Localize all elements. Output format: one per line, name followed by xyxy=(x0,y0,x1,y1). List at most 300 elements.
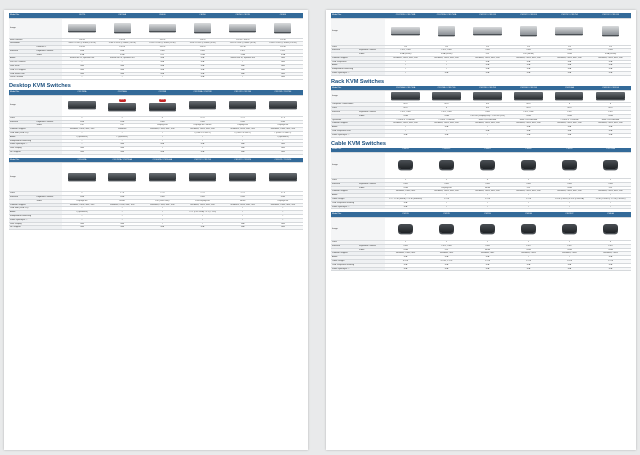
spec-cell: DVI/DisplayPort xyxy=(182,199,222,203)
spec-cell: PS/2 xyxy=(549,244,590,248)
spec-cell: 2 xyxy=(385,240,426,244)
row-label: Ports xyxy=(9,116,62,120)
spec-cell: 2 xyxy=(102,116,142,120)
table-row xyxy=(331,205,631,209)
spec-cell: 8/16 xyxy=(590,107,631,111)
spec-cell: • xyxy=(142,147,182,151)
model-header-cell: CS62U xyxy=(385,148,426,153)
spec-cell: N/A xyxy=(263,150,303,154)
spec-cell: 1.2 / 1.5 m (wired) / 1.8 m (wireless) xyxy=(385,198,426,202)
spec-cell: 150 m xyxy=(182,46,222,50)
spec-cell: N/A xyxy=(508,64,549,68)
spec-cell: 2 / 4 xyxy=(223,192,263,196)
spec-cell: N/A xyxy=(385,256,426,260)
row-label: Platform Support xyxy=(331,122,385,126)
spec-cell: N/A xyxy=(223,150,263,154)
row-label: Video DynaSync™ xyxy=(9,143,62,147)
model-header-cell: CE700A xyxy=(102,13,142,18)
spec-cell: USB xyxy=(102,196,142,200)
product-image xyxy=(274,23,291,32)
product-image-cell xyxy=(263,95,303,116)
spec-cell: Windows, Linux, Mac, Sun xyxy=(142,203,182,207)
row-label: Ports xyxy=(331,107,385,111)
row-sublabel: Keyboard / Mouse xyxy=(35,49,61,53)
spec-cell: N/A xyxy=(549,133,590,137)
row-sublabel: Video xyxy=(35,124,61,128)
spec-cell: Windows, Linux, Mac, Sun xyxy=(182,203,222,207)
row-label: Resolution xyxy=(9,42,62,46)
row-label: USB Peripheral xyxy=(331,60,385,64)
product-image xyxy=(68,101,95,108)
row-sublabel: Distance 1 xyxy=(35,46,61,50)
spec-cell: • xyxy=(102,76,142,80)
model-header-cell: CS692 xyxy=(549,148,590,153)
spec-cell: DVI xyxy=(467,53,508,57)
model-header-cell: CS1922 / CS1924 xyxy=(263,158,303,163)
spec-cell: VGA (HDMI) xyxy=(385,53,426,57)
section-title: Cable KVM Switches xyxy=(331,140,387,147)
spec-cell: Windows, Linux, Mac xyxy=(385,190,426,194)
spec-cell: VGA xyxy=(263,53,303,57)
spec-cell: N/A xyxy=(508,263,549,267)
product-image-cell xyxy=(102,163,142,192)
spec-cell: N/A xyxy=(508,60,549,64)
spec-cell: • xyxy=(508,194,549,198)
product-image xyxy=(149,173,176,180)
spec-cell: 150 m xyxy=(263,38,303,42)
spec-cell: • xyxy=(467,133,508,137)
spec-cell: N/A xyxy=(182,226,222,230)
product-image-cell xyxy=(142,163,182,192)
table-row xyxy=(331,133,631,137)
product-image xyxy=(108,103,135,110)
spec-cell: USB xyxy=(508,49,549,53)
image-row-label: Image xyxy=(9,95,62,116)
spec-cell: • xyxy=(182,215,222,219)
spec-cell: N/A xyxy=(263,61,303,65)
model-header-cell: CS1708A / CS1716A xyxy=(385,86,426,91)
spec-cell: 1920 x 1200 @ 60Hz (30 m) xyxy=(182,42,222,46)
spec-cell: Windows, Linux xyxy=(590,252,631,256)
spec-cell: • xyxy=(142,211,182,215)
spec-cell: Windows, Linux, Mac, Sun xyxy=(426,122,467,126)
spec-cell: • xyxy=(223,76,263,80)
model-header-cell: CS52A xyxy=(508,212,549,217)
spec-cell: USB xyxy=(182,49,222,53)
spec-cell: VGA xyxy=(385,186,426,190)
row-label: Video DynaSync™ xyxy=(9,218,62,222)
spec-cell: • xyxy=(590,201,631,205)
spec-cell: N/A xyxy=(467,64,508,68)
product-image xyxy=(603,160,619,169)
spec-cell: • xyxy=(62,61,102,65)
spec-cell: • xyxy=(142,215,182,219)
spec-cell: • xyxy=(426,129,467,133)
spec-cell: PS/2, USB xyxy=(426,49,467,53)
spec-cell: N/A xyxy=(426,256,467,260)
spec-cell: N/A xyxy=(102,68,142,72)
spec-cell: N/A xyxy=(142,150,182,154)
spec-cell: • xyxy=(590,194,631,198)
spec-cell: VGA xyxy=(385,248,426,252)
spec-cell: N/A xyxy=(426,133,467,137)
row-label: Ports xyxy=(331,240,385,244)
product-image-cell xyxy=(385,91,426,103)
spec-cell: VGA xyxy=(385,114,426,118)
model-header-cell: CS9138 / CS9134 xyxy=(590,86,631,91)
product-image xyxy=(521,224,537,233)
spec-cell: N/A xyxy=(223,143,263,147)
spec-cell: 2/4 xyxy=(549,45,590,49)
spec-cell: N/A xyxy=(263,65,303,69)
spec-cell: 1280 x 1024 @ 60Hz (150 m) xyxy=(263,42,303,46)
spec-cell: 1.8 m (CS1822) 1.2 m (CS1842) xyxy=(590,198,631,202)
product-image xyxy=(473,27,501,34)
image-row-label: Image xyxy=(331,18,385,45)
spec-cell: DVI xyxy=(508,186,549,190)
model-header-cell: CE350 xyxy=(182,13,222,18)
spec-cell: 1 Local + Remote xyxy=(426,118,467,122)
product-image-cell xyxy=(467,18,508,45)
spec-cell: 2 / 4 xyxy=(263,116,303,120)
spec-cell: N/A xyxy=(182,143,222,147)
product-image xyxy=(596,92,624,99)
spec-cell: N/A xyxy=(102,226,142,230)
spec-cell: PS/2 xyxy=(549,110,590,114)
spec-cell: • xyxy=(385,68,426,72)
row-label: Independent Switching xyxy=(9,139,62,143)
row-sublabel: Keyboard / Mouse xyxy=(358,182,385,186)
spec-cell: N/A xyxy=(590,256,631,260)
spec-cell: 150 m xyxy=(142,46,182,50)
spec-cell: • xyxy=(182,139,222,143)
spec-cell: • (Speakers) xyxy=(102,135,142,139)
image-row-label: Image xyxy=(9,18,62,38)
spec-cell: N/A xyxy=(263,57,303,61)
spec-cell: Windows, Linux, Mac, Sun xyxy=(467,122,508,126)
spec-cell: 4 xyxy=(467,179,508,183)
spec-cell: • xyxy=(102,61,142,65)
product-image xyxy=(149,24,176,31)
spec-cell: DisplayPort xyxy=(223,124,263,128)
spec-cell: Windows, Linux, Mac, Sun xyxy=(508,56,549,60)
image-row-label: Image xyxy=(331,217,385,240)
model-header-cell: CS1764A xyxy=(102,90,142,95)
spec-cell: Multi-OS Extended xyxy=(590,118,631,122)
spec-cell: Stereo Mic in, Speaker out xyxy=(62,57,102,61)
spec-cell: 2 / 4 xyxy=(223,116,263,120)
row-label: Dual Display xyxy=(9,222,62,226)
spec-cell: • xyxy=(549,194,590,198)
spec-cell: PS/2, USB xyxy=(426,244,467,248)
spec-cell: 8 xyxy=(549,103,590,107)
spec-cell: Windows, Linux, Mac, Sun xyxy=(590,56,631,60)
spec-cell: • 2.1 (CS1762A) • 5.1 (7.1ch) xyxy=(182,211,222,215)
spec-cell: DisplayPort xyxy=(62,199,102,203)
row-label: Interface xyxy=(9,120,35,124)
spec-cell: 2 xyxy=(549,240,590,244)
spec-cell: • xyxy=(62,131,102,135)
spec-cell: DVI xyxy=(102,124,142,128)
spec-cell: N/A xyxy=(223,65,263,69)
spec-cell: N/A xyxy=(590,60,631,64)
model-header-cell: CE300 xyxy=(263,13,303,18)
left-desktop-table xyxy=(9,90,303,154)
product-image-cell xyxy=(467,91,508,103)
spec-cell: N/A xyxy=(102,147,142,151)
spec-cell: • xyxy=(590,205,631,209)
spec-cell: Windows xyxy=(102,128,142,132)
right-cable-table xyxy=(331,148,631,210)
spec-cell: Windows, Linux, Mac, Sun xyxy=(549,122,590,126)
product-image-cell xyxy=(590,153,631,179)
row-label: Interface xyxy=(331,244,358,248)
product-image-cell xyxy=(223,18,263,38)
spec-cell: DVI (Dual Link) xyxy=(142,199,182,203)
spec-cell: N/A xyxy=(263,76,303,80)
spec-cell: • xyxy=(426,68,467,72)
spec-cell: CS1788 (DisplayPort) / CS1784 (DVI) xyxy=(467,114,508,118)
product-image xyxy=(229,173,256,180)
model-header-cell: CS1922 / CS1924 xyxy=(508,13,549,18)
spec-cell: N/A xyxy=(62,222,102,226)
row-label: Cable Length xyxy=(331,198,385,202)
spec-cell: VGA xyxy=(223,53,263,57)
spec-cell: 150 m xyxy=(142,38,182,42)
product-image-cell xyxy=(467,217,508,240)
product-image xyxy=(114,23,131,32)
product-image-cell xyxy=(590,91,631,103)
model-header-cell: CS1642A / CS1644A xyxy=(142,158,182,163)
model-header-cell: CS84A xyxy=(590,212,631,217)
spec-cell: • xyxy=(549,205,590,209)
spec-cell: 1.2 m xyxy=(508,198,549,202)
spec-cell: DisplayPort xyxy=(142,124,182,128)
spec-cell: N/A xyxy=(102,65,142,69)
spec-cell: 2 / 4 xyxy=(142,192,182,196)
product-image xyxy=(68,173,95,180)
spec-cell: 8/16 xyxy=(385,103,426,107)
table-row xyxy=(9,76,303,80)
spec-cell: VGA xyxy=(62,53,102,57)
spec-cell: N/A xyxy=(549,126,590,130)
spec-cell: VGA xyxy=(182,53,222,57)
spec-cell: DisplayPort xyxy=(263,124,303,128)
spec-cell: N/A xyxy=(426,72,467,76)
spec-cell: Stereo Mic in, Speaker out xyxy=(223,57,263,61)
model-header-cell: CS1732B / CS1734B xyxy=(385,13,426,18)
row-label: Video DynaSync™ xyxy=(331,133,385,137)
row-label: Interface xyxy=(9,49,35,53)
row-label: USB Peripheral Sharing xyxy=(331,201,385,205)
new-badge: New xyxy=(120,99,125,102)
spec-cell: USB xyxy=(467,49,508,53)
spec-cell: 8/16 xyxy=(549,107,590,111)
header-cell: Model No. xyxy=(331,86,385,91)
product-image xyxy=(398,160,414,169)
spec-cell: N/A xyxy=(62,65,102,69)
product-image-cell xyxy=(549,91,590,103)
spec-cell: 2 xyxy=(549,179,590,183)
spec-cell: N/A xyxy=(508,267,549,271)
model-header-cell: CS1768 xyxy=(142,90,182,95)
spec-cell: 1 Local & 1 Remote xyxy=(549,118,590,122)
spec-cell: PS/2 xyxy=(508,244,549,248)
spec-cell: N/A xyxy=(182,65,222,69)
spec-cell: • (Speakers) xyxy=(62,135,102,139)
row-label: USB Flash Disk xyxy=(9,72,62,76)
spec-cell: N/A xyxy=(590,133,631,137)
product-image xyxy=(149,103,176,110)
spec-cell: VGA xyxy=(549,248,590,252)
spec-cell: N/A xyxy=(142,143,182,147)
model-header-cell: CS1782A xyxy=(62,90,102,95)
spec-cell: N/A xyxy=(467,72,508,76)
spec-cell: N/A xyxy=(142,72,182,76)
spec-cell: 2/4 xyxy=(508,45,549,49)
spec-cell: USB xyxy=(102,49,142,53)
model-header-cell: CS22H xyxy=(467,212,508,217)
spec-cell: VGA xyxy=(102,53,142,57)
catalog-page-left xyxy=(4,10,308,450)
spec-cell: N/A xyxy=(467,129,508,133)
spec-cell: PS/2 xyxy=(590,244,631,248)
header-cell: Model No. xyxy=(331,212,385,217)
spec-cell: • xyxy=(62,139,102,143)
spec-cell: • xyxy=(385,129,426,133)
spec-cell: N/A xyxy=(142,68,182,72)
spec-cell: • xyxy=(223,139,263,143)
product-image-cell xyxy=(62,163,102,192)
product-image-cell xyxy=(508,91,549,103)
spec-cell: Windows, Linux, Mac, Sun xyxy=(385,122,426,126)
product-image xyxy=(439,160,455,169)
row-sublabel: Video xyxy=(358,53,385,57)
spec-cell: • xyxy=(142,207,182,211)
spec-cell: PS/2 xyxy=(223,49,263,53)
spec-cell: Windows, Linux, Mac, Sun xyxy=(385,56,426,60)
spec-cell: • xyxy=(549,201,590,205)
model-header-cell: CS1762 / CS1764 xyxy=(263,90,303,95)
model-header-cell: CS1792 / CS1794 xyxy=(549,13,590,18)
spec-cell: 2/4 xyxy=(426,45,467,49)
spec-cell: • xyxy=(62,207,102,211)
section-title: Rack KVM Switches xyxy=(331,78,385,85)
row-label: USB Peripheral Port xyxy=(331,129,385,133)
spec-cell: • xyxy=(426,205,467,209)
spec-cell: N/A xyxy=(590,263,631,267)
spec-cell: Windows, Linux, Mac, Sun xyxy=(426,190,467,194)
spec-cell: • xyxy=(263,211,303,215)
spec-cell: N/A xyxy=(385,263,426,267)
spec-cell: N/A xyxy=(142,226,182,230)
row-sublabel: Keyboard / Mouse xyxy=(358,244,385,248)
image-row xyxy=(9,18,303,38)
product-image xyxy=(555,27,583,34)
spec-cell: N/A xyxy=(263,147,303,151)
spec-cell: • xyxy=(182,222,222,226)
spec-cell: • xyxy=(385,72,426,76)
spec-cell: N/A xyxy=(62,150,102,154)
spec-cell: USB xyxy=(62,120,102,124)
spec-cell: • xyxy=(142,139,182,143)
spec-cell: • xyxy=(102,218,142,222)
spec-cell: Windows, Linux, Mac, Sun xyxy=(508,122,549,126)
spec-cell: N/A xyxy=(102,143,142,147)
product-image xyxy=(108,173,135,180)
model-header-cell: CS1642A xyxy=(62,158,102,163)
row-label: Ports xyxy=(9,192,62,196)
row-sublabel: Keyboard / Mouse xyxy=(358,110,385,114)
spec-cell: DisplayPort xyxy=(263,199,303,203)
product-image xyxy=(229,24,256,31)
spec-cell: N/A xyxy=(549,64,590,68)
row-label: Ports xyxy=(331,45,385,49)
row-label: Interface xyxy=(331,110,358,114)
product-image-cell xyxy=(508,18,549,45)
spec-cell: • xyxy=(62,143,102,147)
spec-cell: 8 xyxy=(426,107,467,111)
spec-cell: 1920 x 1200 @ 60Hz (30 m) xyxy=(142,42,182,46)
row-label: USB Peripheral Sharing xyxy=(331,263,385,267)
row-label: USB Hub (USB 2.0) xyxy=(9,207,62,211)
spec-cell: 2 / 4 xyxy=(263,192,303,196)
product-image xyxy=(520,26,538,35)
spec-cell: • xyxy=(62,215,102,219)
product-image-cell xyxy=(182,163,222,192)
spec-cell: • xyxy=(182,135,222,139)
spec-cell: 1280 x 1024 @ 60Hz (150 m) xyxy=(102,42,142,46)
spec-cell: Multi-OS Extended xyxy=(508,118,549,122)
spec-cell: N/A xyxy=(590,129,631,133)
spec-cell: USB xyxy=(508,182,549,186)
spec-cell: Windows, Mac xyxy=(426,252,467,256)
image-row xyxy=(331,217,631,240)
row-label: Independent Switching xyxy=(9,215,62,219)
spec-cell: VGA xyxy=(549,114,590,118)
spec-cell: • xyxy=(549,256,590,260)
spec-cell: N/A xyxy=(263,226,303,230)
spec-cell: USB xyxy=(385,244,426,248)
spec-cell: 0.9 m, 1.2 m xyxy=(426,259,467,263)
spec-cell: • xyxy=(102,215,142,219)
header-cell: Model No. xyxy=(9,13,62,18)
product-image-cell xyxy=(142,95,182,116)
spec-cell: USB xyxy=(263,120,303,124)
spec-cell: N/A xyxy=(182,72,222,76)
product-image-cell xyxy=(590,18,631,45)
spec-cell: • xyxy=(223,207,263,211)
spec-cell: 150 m xyxy=(102,46,142,50)
spec-cell: 2 xyxy=(467,240,508,244)
spec-cell: VGA (HDMI) xyxy=(590,53,631,57)
row-label: Max Distance xyxy=(9,38,62,42)
spec-cell: HDMI xyxy=(223,199,263,203)
spec-cell: 2/4 xyxy=(467,45,508,49)
spec-cell: Windows, Linux xyxy=(549,252,590,256)
spec-cell: N/A xyxy=(102,72,142,76)
row-label: Platform Support xyxy=(9,203,62,207)
spec-cell: • xyxy=(426,64,467,68)
model-header-cell: CS64U xyxy=(467,148,508,153)
spec-cell: • xyxy=(102,211,142,215)
left-cable-extender-table xyxy=(9,13,303,80)
spec-cell: • xyxy=(426,201,467,205)
row-sublabel: Video xyxy=(35,199,61,203)
spec-cell: VGA xyxy=(590,114,631,118)
spec-cell: N/A xyxy=(549,68,590,72)
image-row xyxy=(331,18,631,45)
